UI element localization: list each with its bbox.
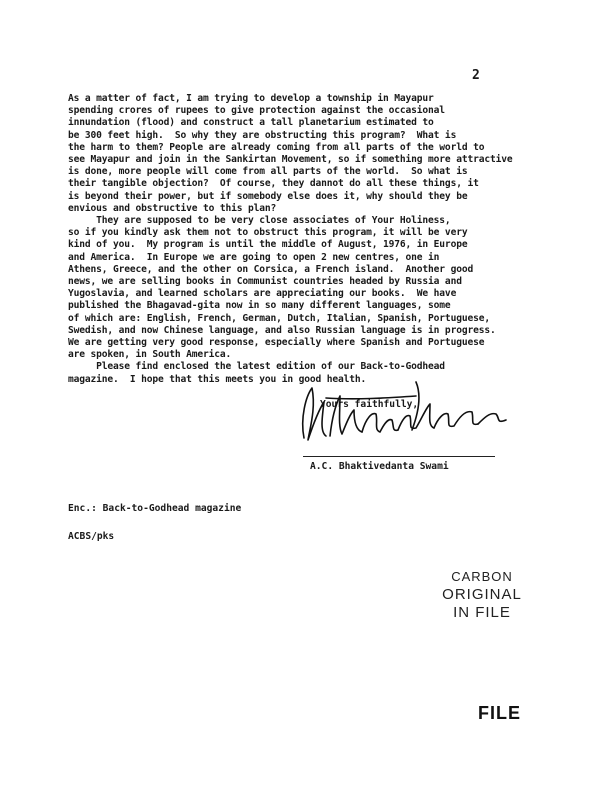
body-line: We are getting very good response, especially where Spanish and Portuguese: [68, 337, 485, 349]
body-line: their tangible objection? Of course, they dannot do all these things, it: [68, 178, 479, 190]
body-line: is beyond their power, but if somebody else does it, why should they be: [68, 190, 468, 202]
body-line: As a matter of fact, I am trying to develop a township in Mayapur: [68, 93, 434, 104]
body-line: kind of you. My program is until the middle of August, 1976, in Europe: [68, 239, 468, 251]
body-line: so if you kindly ask them not to obstruct this program, it will be very: [68, 227, 468, 239]
body-line: envious and obstructive to this plan?: [68, 202, 277, 214]
body-line: of which are: English, French, German, Dutch, Italian, Spanish, Portuguese,: [68, 312, 490, 324]
enclosure-note: Enc.: Back-to-Godhead magazine: [68, 503, 242, 514]
body-line: innundation (flood) and construct a tall planetarium estimated to: [68, 117, 434, 129]
body-line: Swedish, and now Chinese language, and also Russian language is in progress.: [68, 324, 496, 336]
body-line: Please find enclosed the latest edition of our Back-to-Godhead: [68, 361, 445, 373]
body-line: are spoken, in South America.: [68, 349, 232, 361]
reference-initials: ACBS/pks: [68, 531, 115, 542]
stamp-line-in-file: IN FILE: [453, 604, 511, 621]
handwritten-signature: [296, 378, 516, 448]
body-line: Yugoslavia, and learned scholars are appreciating our books. We have: [68, 288, 457, 300]
body-line: see Mayapur and join in the Sankirtan Movement, so if something more attractive: [68, 154, 513, 166]
body-line: the harm to them? People are already coming from all parts of the world to: [68, 141, 485, 153]
body-line: magazine. I hope that this meets you in good health.: [68, 373, 367, 385]
body-line: Athens, Greece, and the other on Corsica, a French island. Another good: [68, 263, 474, 275]
closing: Yours faithfully,: [320, 399, 419, 410]
body-line: spending crores of rupees to give protection against the occasional: [68, 105, 445, 117]
signer-name: A.C. Bhaktivedanta Swami: [310, 461, 449, 472]
stamp-line-original: ORIGINAL: [442, 586, 522, 603]
stamp-line-carbon: CARBON: [451, 569, 513, 584]
body-line: They are supposed to be very close associates of Your Holiness,: [68, 215, 451, 227]
body-line: is done, more people will come from all parts of the world. So what is: [68, 166, 468, 178]
page-number: 2: [472, 68, 480, 83]
body-line: be 300 feet high. So why they are obstructing this program? What is: [68, 129, 457, 141]
file-stamp: FILE: [478, 703, 521, 723]
body-line: published the Bhagavad-gita now in so many different languages, some: [68, 300, 451, 312]
letter-body: [68, 93, 568, 386]
body-line: and America. In Europe we are going to open 2 new centres, one in: [68, 251, 440, 263]
carbon-original-stamp: [427, 568, 537, 622]
body-line: news, we are selling books in Communist countries headed by Russia and: [68, 276, 462, 288]
signature-rule: [303, 456, 495, 457]
